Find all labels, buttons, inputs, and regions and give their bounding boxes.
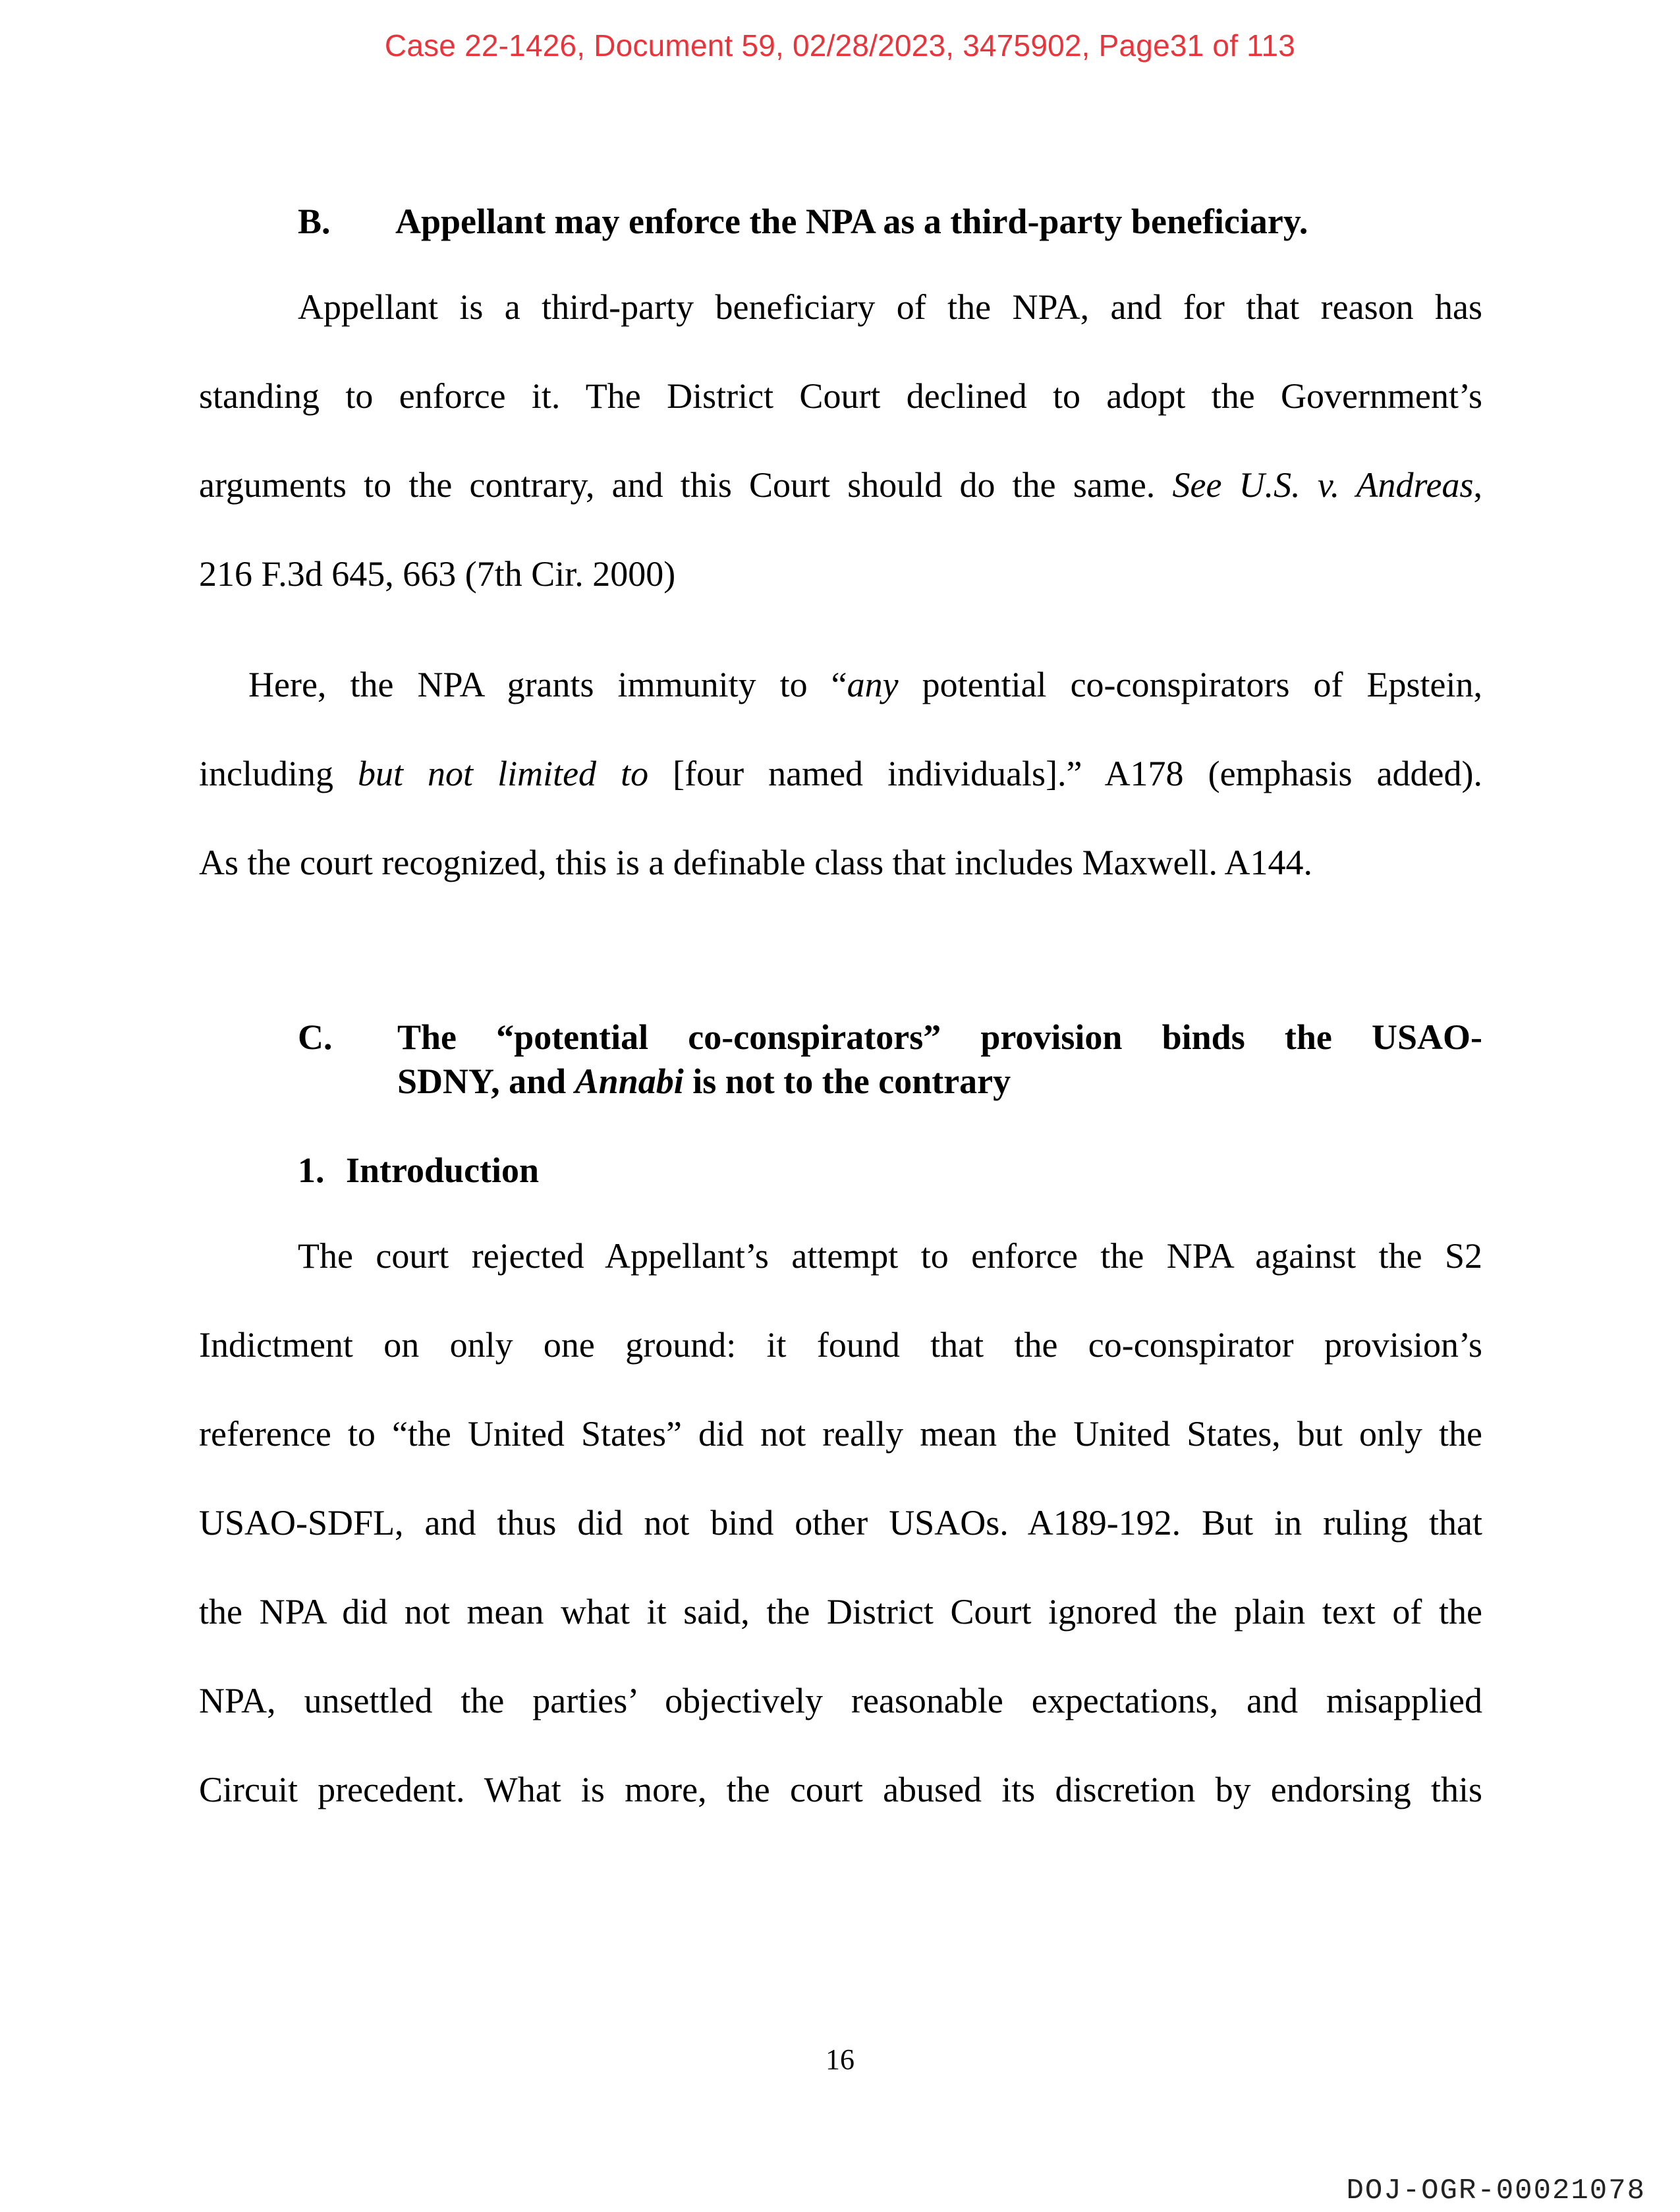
emphasis-text: but not limited to bbox=[358, 754, 649, 793]
bates-number: DOJ-OGR-00021078 bbox=[1346, 2174, 1646, 2207]
section-c-title-line2 bbox=[397, 1061, 1011, 1102]
section-b-label: B. bbox=[298, 202, 331, 241]
paragraph-line: USAO-SDFL, and thus did not bind other USAOs. A189-192. But in ruling that bbox=[199, 1503, 1482, 1543]
paragraph-line: Appellant is a third-party beneficiary of the NPA, and for that reason has bbox=[298, 287, 1482, 327]
section-c-label: C. bbox=[298, 1017, 333, 1057]
paragraph-line: The court rejected Appellant’s attempt to enforce the NPA against the S2 bbox=[298, 1236, 1482, 1276]
text-run: Here, the NPA grants immunity to “ bbox=[248, 665, 847, 704]
paragraph-line: Indictment on only one ground: it found that the co-conspirator provision’s bbox=[199, 1325, 1482, 1365]
subsection-label: 1. bbox=[298, 1150, 325, 1190]
text-run: including bbox=[199, 754, 358, 793]
paragraph-line-citation bbox=[199, 465, 1482, 505]
section-b-title: Appellant may enforce the NPA as a third-party beneficiary. bbox=[395, 202, 1308, 241]
paragraph-line: As the court recognized, this is a definable class that includes Maxwell. A144. bbox=[199, 843, 1313, 882]
paragraph-line: NPA, unsettled the parties’ objectively reasonable expectations, and misapplied bbox=[199, 1681, 1482, 1720]
paragraph-line bbox=[199, 753, 1482, 794]
text-run: is not to the contrary bbox=[683, 1062, 1011, 1101]
paragraph-line: 216 F.3d 645, 663 (7th Cir. 2000) bbox=[199, 554, 676, 594]
paragraph-text: arguments to the contrary, and this Court should do the same. bbox=[199, 465, 1156, 505]
citation-punct: , bbox=[1473, 465, 1483, 505]
text-run: [four named individuals].” A178 (emphasis added). bbox=[648, 754, 1482, 793]
text-run: potential co-conspirators of Epstein, bbox=[898, 665, 1482, 704]
paragraph-line: reference to “the United States” did not really mean the United States, but only the bbox=[199, 1414, 1482, 1454]
subsection-title: Introduction bbox=[346, 1150, 540, 1190]
text-run: SDNY, and bbox=[397, 1062, 575, 1101]
page-number: 16 bbox=[826, 2043, 854, 2076]
case-name: Annabi bbox=[574, 1062, 684, 1101]
section-c-title-line1: The “potential co-conspirators” provision binds the USAO- bbox=[397, 1017, 1482, 1057]
case-citation: See U.S. v. Andreas bbox=[1172, 465, 1474, 505]
case-header-stamp: Case 22-1426, Document 59, 02/28/2023, 3475902, Page31 of 113 bbox=[384, 28, 1296, 63]
paragraph-line: standing to enforce it. The District Court declined to adopt the Government’s bbox=[199, 376, 1482, 416]
paragraph-line bbox=[248, 664, 1482, 705]
paragraph-line: Circuit precedent. What is more, the court abused its discretion by endorsing this bbox=[199, 1770, 1482, 1809]
emphasis-text: any bbox=[847, 665, 899, 704]
paragraph-line: the NPA did not mean what it said, the District Court ignored the plain text of the bbox=[199, 1592, 1482, 1631]
